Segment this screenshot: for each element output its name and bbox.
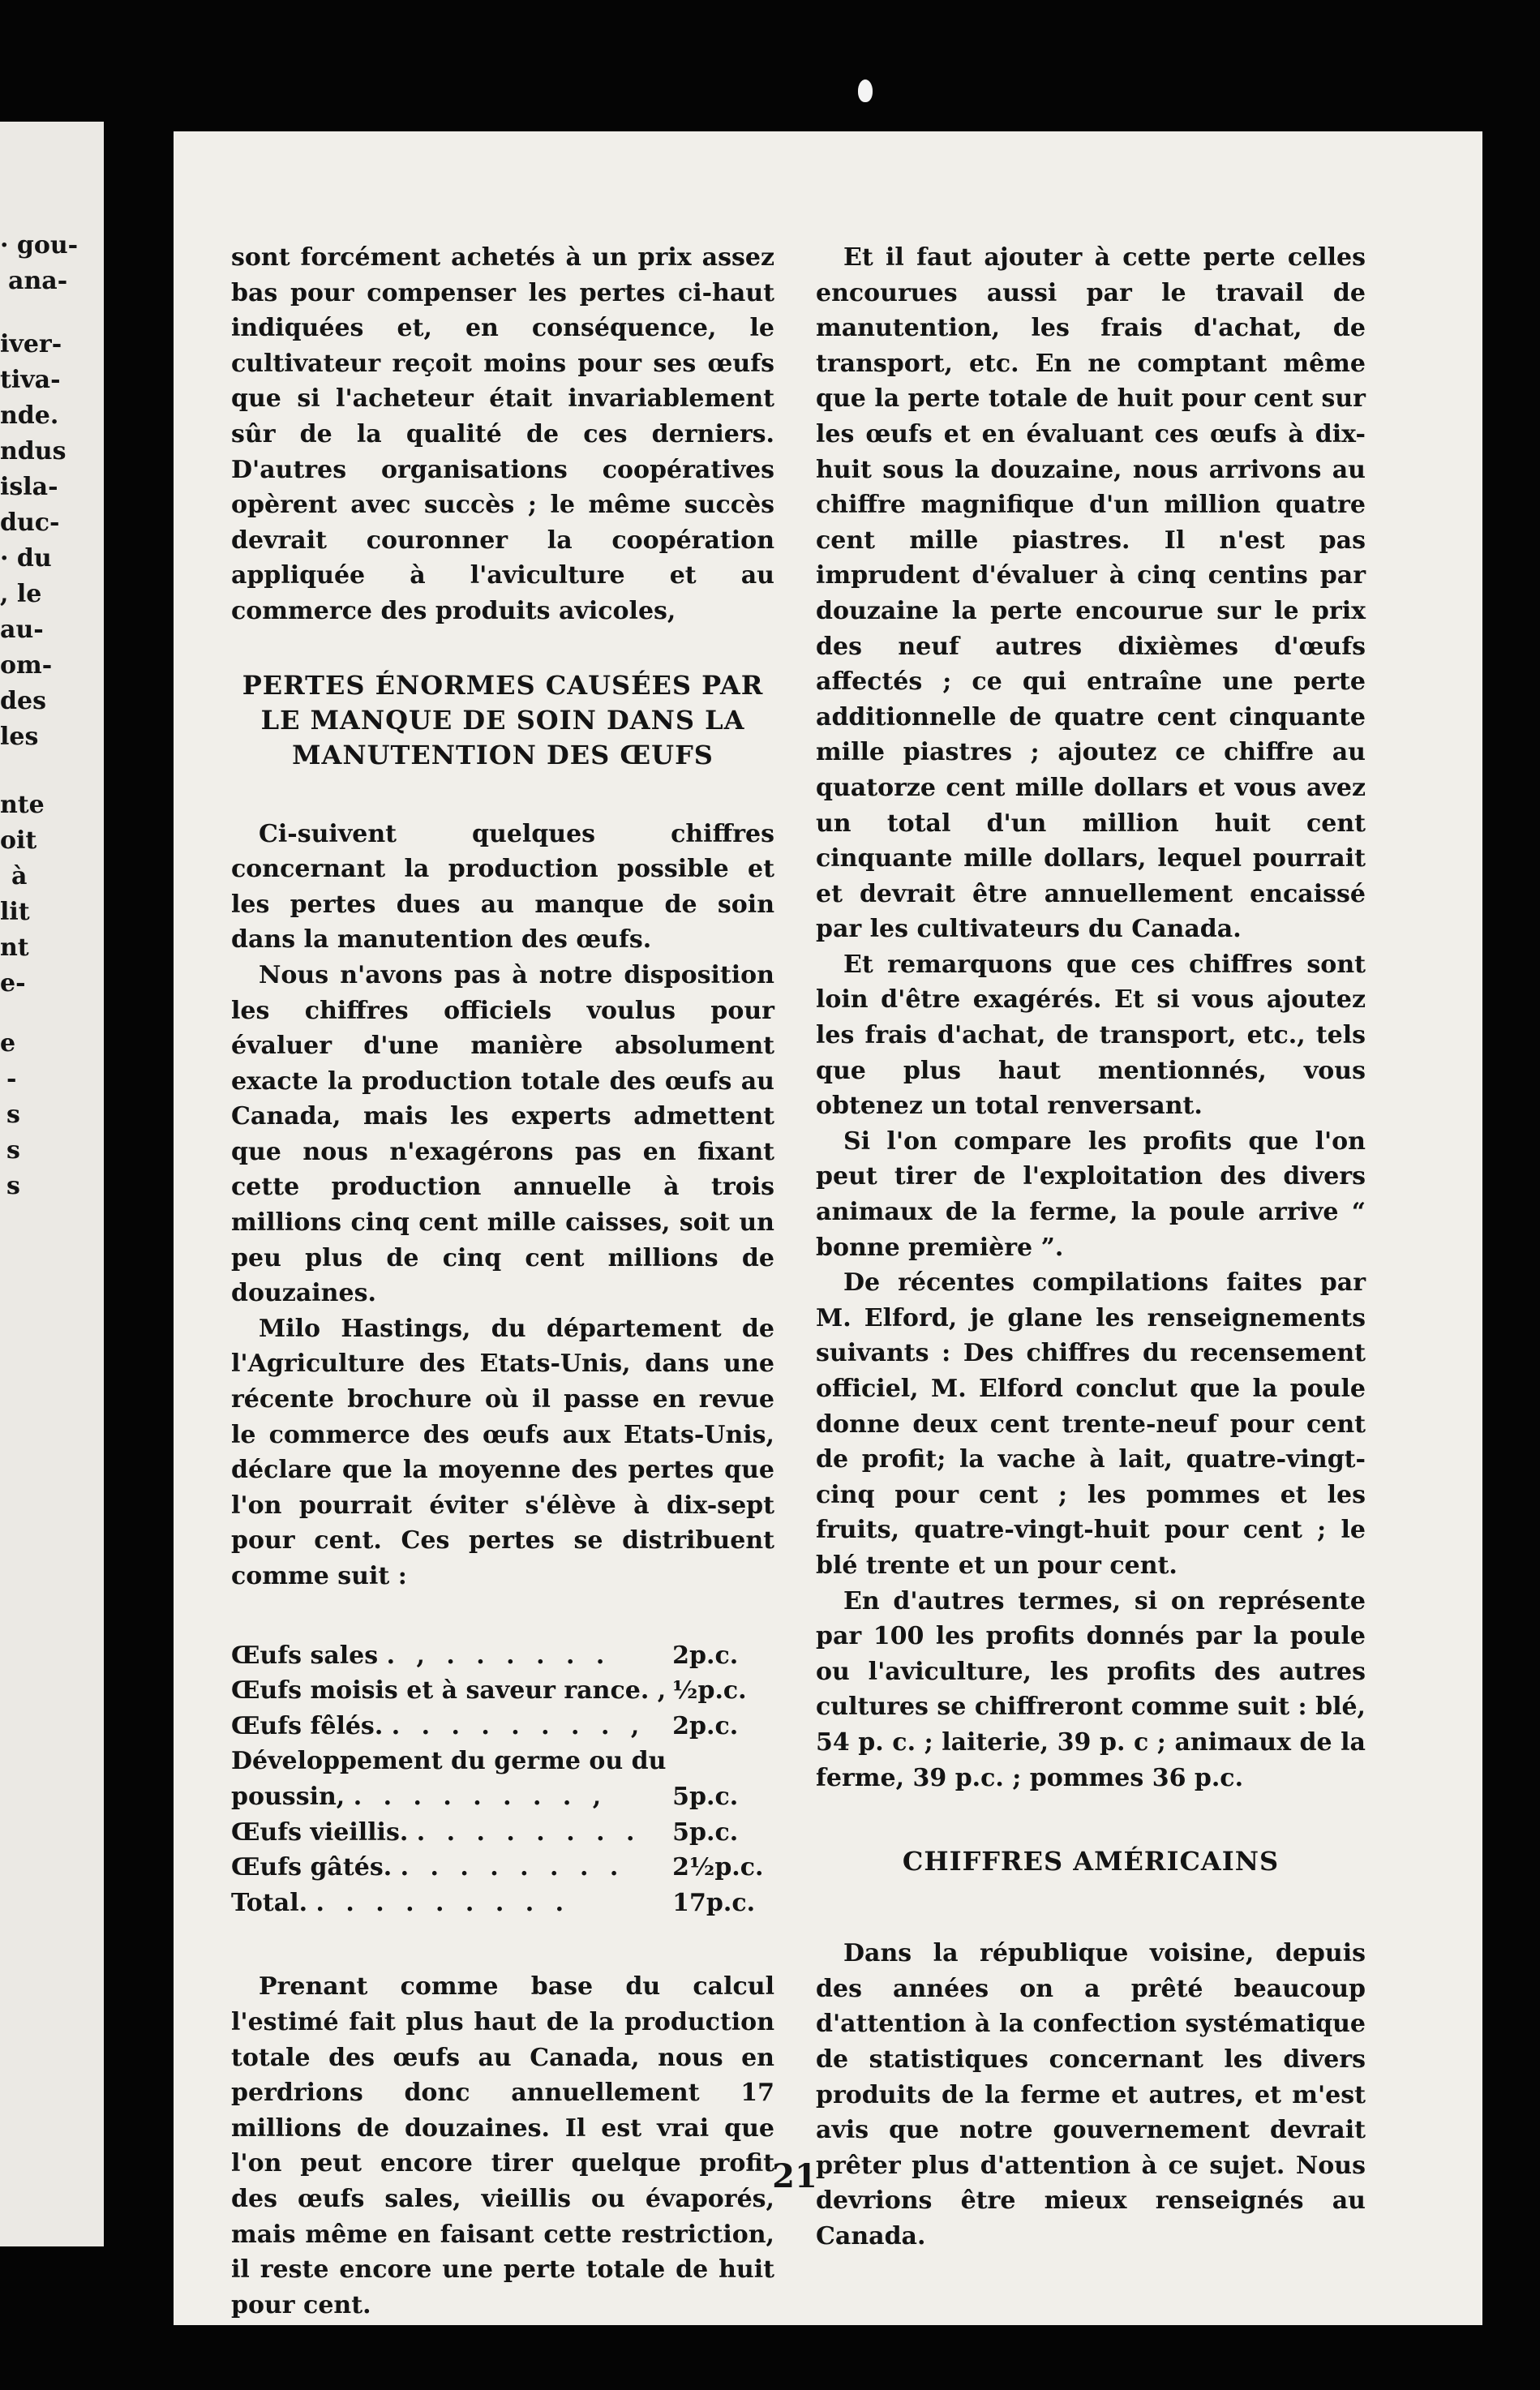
prev-fragment: - bbox=[6, 1065, 17, 1093]
paragraph: Et il faut ajouter à cette perte celles encourues aussi par le travail de manutention, les frais d'achat, de transport, etc. En ne comptant même que la perte totale de huit pour cent sur les œufs et en évaluant ces œufs à dix-huit sous la douzaine, nous arrivons au chiffre magnifique d'un million quatre cent mille piastres. Il n'est pas imprudent d'évaluer à cinq centins par douzaine la perte encourue sur le prix des neuf autres dixièmes d'œufs affectés ; ce qui entraîne une perte additionnelle de quatre cent cinquante mille piastres ; ajoutez ce chiffre au quatorze cent mille dollars et vous avez un total d'un million huit cent cinquante mille dollars, lequel pourrait et devrait être annuellement encaissé par les cultivateurs du Canada. bbox=[816, 243, 1366, 944]
prev-fragment: s bbox=[6, 1101, 20, 1129]
losses-table bbox=[231, 1638, 763, 1921]
row-value: 2½p.c. bbox=[672, 1853, 764, 1882]
prev-fragment: ndus bbox=[0, 437, 66, 466]
leader-dots: . . . . . . . . bbox=[416, 1817, 641, 1847]
row-value: 5p.c. bbox=[672, 1782, 739, 1811]
right-column bbox=[816, 240, 1366, 2254]
prev-fragment: les bbox=[0, 723, 39, 751]
prev-fragment: nde. bbox=[0, 401, 59, 430]
paragraph: En d'autres termes, si on représente par 100 les profits donnés par la poule ou l'aviculture, les profits des autres cultures se chiffreront comme suit : blé, 54 p. c. ; laiterie, 39 p. c ; animaux de la ferme, 39 p.c. ; pommes 36 p.c. bbox=[816, 1586, 1366, 1792]
prev-fragment: om- bbox=[0, 651, 53, 680]
prev-fragment: isla- bbox=[0, 473, 58, 501]
prev-fragment: oit bbox=[0, 826, 37, 855]
paragraph: Nous n'avons pas à notre disposition les chiffres officiels voulus pour évaluer d'une manière absolument exacte la production totale des œufs au Canada, mais les experts admettent que nous n'exagérons pas en fixant cette production annuelle à trois millions cinq cent mille caisses, soit un peu plus de cinq cent millions de douzaines. bbox=[231, 960, 774, 1308]
row-label: Œufs sales bbox=[231, 1641, 379, 1670]
prev-fragment: duc- bbox=[0, 508, 60, 537]
table-row bbox=[231, 1815, 763, 1851]
leader-dots: . . . . . . . . , bbox=[353, 1782, 608, 1811]
row-label: Œufs vieillis. bbox=[231, 1817, 409, 1847]
prev-fragment: s bbox=[6, 1136, 20, 1165]
row-label: Développement du germe ou du bbox=[231, 1747, 667, 1776]
paragraph: Si l'on compare les profits que l'on peut tirer de l'exploitation des divers animaux de la ferme, la poule arrive “ bonne première ”. bbox=[816, 1126, 1366, 1262]
prev-fragment: nt bbox=[0, 933, 29, 962]
paragraph: De récentes compilations faites par M. Elford, je glane les renseignements suivants : Des chiffres du recensement officiel, M. Elford conclut que la poule donne deux cent trente-neuf pour cent de profit; la vache à lait, quatre-vingt-cinq pour cent ; les pommes et les fruits, quatre-vingt-huit pour cent ; le blé trente et un pour cent. bbox=[816, 1268, 1366, 1580]
table-row bbox=[231, 1709, 763, 1744]
intro-paragraph: sont forcément achetés à un prix assez bas pour compenser les pertes ci-haut indiquées et, en conséquence, le cultivateur reçoit moins pour ses œufs que si l'acheteur était invariablement sûr de la qualité de ces derniers. D'autres organisations coopératives opèrent avec succès ; le même succès devrait couronner la coopération appliquée à l'aviculture et au commerce des produits avicoles, bbox=[231, 243, 774, 625]
previous-page-edge bbox=[0, 122, 104, 2246]
section-heading-losses: PERTES ÉNORMES CAUSÉES PAR LE MANQUE DE SOIN DANS LA MANUTENTION DES ŒUFS bbox=[242, 669, 764, 770]
row-label: Œufs fêlés. bbox=[231, 1711, 384, 1740]
prev-fragment: ana- bbox=[8, 267, 68, 295]
prev-fragment: à bbox=[11, 862, 28, 890]
prev-fragment: , le bbox=[0, 580, 42, 608]
page-number: 21 bbox=[772, 2157, 817, 2195]
prev-fragment: tiva- bbox=[0, 366, 61, 394]
row-value: 17p.c. bbox=[672, 1888, 756, 1917]
prev-fragment: lit bbox=[0, 898, 30, 926]
prev-fragment: · gou- bbox=[0, 231, 79, 260]
leader-dots: , bbox=[657, 1676, 673, 1706]
row-label: Total. bbox=[231, 1888, 308, 1917]
row-value: ½p.c. bbox=[672, 1676, 747, 1706]
punch-hole-mark bbox=[858, 79, 873, 102]
table-row bbox=[231, 1779, 763, 1815]
prev-fragment: au- bbox=[0, 616, 44, 644]
table-row bbox=[231, 1744, 763, 1779]
prev-fragment: iver- bbox=[0, 330, 62, 358]
row-label: poussin, bbox=[231, 1782, 345, 1811]
prev-fragment: s bbox=[6, 1172, 20, 1200]
leader-dots: . . . . . . . . . bbox=[315, 1888, 571, 1917]
left-column bbox=[231, 240, 774, 2323]
prev-fragment: des bbox=[0, 687, 46, 715]
section-heading-american: CHIFFRES AMÉRICAINS bbox=[902, 1846, 1280, 1877]
paragraph: Milo Hastings, du département de l'Agriculture des Etats-Unis, dans une récente brochure où il passe en revue le commerce des œufs aux Etats-Unis, déclare que la moyenne des pertes que l'on pourrait éviter s'élève à dix-sept pour cent. Ces pertes se distribuent comme suit : bbox=[231, 1314, 774, 1590]
prev-fragment: e bbox=[0, 1029, 16, 1058]
prev-fragment: e- bbox=[0, 969, 26, 998]
row-label: Œufs moisis et à saveur rance. bbox=[231, 1676, 650, 1706]
table-row bbox=[231, 1850, 763, 1886]
leader-dots: . . . . . . . . , bbox=[391, 1711, 646, 1740]
table-row bbox=[231, 1638, 763, 1674]
prev-fragment: · du bbox=[0, 544, 52, 573]
row-value: 5p.c. bbox=[672, 1817, 739, 1847]
paragraph: Prenant comme base du calcul l'estimé fait plus haut de la production totale des œufs au Canada, nous en perdrions donc annuellement 17 millions de douzaines. Il est vrai que l'on peut encore tirer quelque profit des œufs sales, vieillis ou évaporés, mais même en faisant cette restriction, il reste encore une perte totale de huit pour cent. bbox=[231, 1972, 774, 2319]
paragraph: Ci-suivent quelques chiffres concernant la production possible et les pertes dues au manque de soin dans la manutention des œufs. bbox=[231, 819, 774, 955]
row-value: 2p.c. bbox=[672, 1711, 739, 1740]
table-row bbox=[231, 1673, 763, 1709]
leader-dots: . . . . . . . . bbox=[400, 1853, 625, 1882]
table-row-total bbox=[231, 1886, 763, 1921]
leader-dots: . , . . . . . . bbox=[386, 1641, 611, 1670]
row-label: Œufs gâtés. bbox=[231, 1853, 393, 1882]
paragraph: Dans la république voisine, depuis des années on a prêté beaucoup d'attention à la confection systématique de statistiques concernant les divers produits de la ferme et autres, et m'est avis que notre gouvernement devrait prêter plus d'attention à ce sujet. Nous devrions être mieux renseignés au Canada. bbox=[816, 1939, 1366, 2251]
paragraph: Et remarquons que ces chiffres sont loin d'être exagérés. Et si vous ajoutez les frais d'achat, de transport, etc., tels que plus haut mentionnés, vous obtenez un total renversant. bbox=[816, 950, 1366, 1121]
row-value: 2p.c. bbox=[672, 1641, 739, 1670]
prev-fragment: nte bbox=[0, 791, 45, 819]
